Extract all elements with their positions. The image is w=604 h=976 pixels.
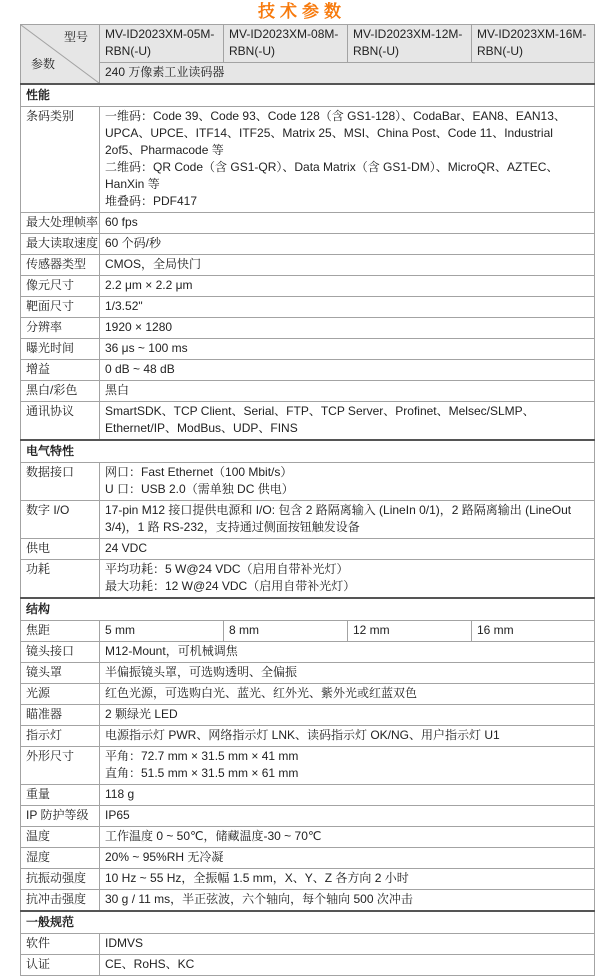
corner-cell [21,25,100,85]
value-line: 最大功耗：12 W@24 VDC（启用自带补光灯） [105,579,356,593]
value-line: 2.2 μm × 2.2 μm [105,278,193,292]
row-value [100,255,595,276]
row-label: 焦距 [21,621,100,642]
row-label: 认证 [21,955,100,976]
row-value [100,705,595,726]
row-label: 外形尺寸 [21,747,100,785]
spec-row [21,318,595,339]
spec-row [21,360,595,381]
spec-row [21,621,595,642]
spec-row [21,339,595,360]
spec-row [21,255,595,276]
section-title: 性能 [21,84,595,107]
corner-label-parameter: 参数 [31,57,56,71]
row-label: 重量 [21,785,100,806]
row-value [100,318,595,339]
row-label: 最大读取速度 [21,234,100,255]
row-value [100,213,595,234]
spec-row [21,934,595,955]
row-label: 数字 I/O [21,501,100,539]
row-value-cell: 12 mm [348,621,472,642]
spec-row [21,501,595,539]
row-value [100,890,595,912]
spec-row [21,705,595,726]
value-line: 17-pin M12 接口提供电源和 I/O: 包含 2 路隔离输入 (LineIn 0/1)，2 路隔离输出 (LineOut 3/4)，1 路 RS-232，支持通过侧面按钮触发设备 [105,503,572,534]
value-line: 24 VDC [105,541,148,555]
row-label: IP 防护等级 [21,806,100,827]
value-line: 黑白 [105,383,130,397]
product-subtitle: 240 万像素工业读码器 [100,63,595,85]
row-value [100,747,595,785]
value-line: 60 fps [105,215,138,229]
spec-row [21,560,595,599]
value-line: 10 Hz ~ 55 Hz，全振幅 1.5 mm，X、Y、Z 各方向 2 小时 [105,871,409,885]
row-value [100,107,595,213]
row-value [100,827,595,848]
spec-row [21,785,595,806]
value-line: U 口：USB 2.0（需单独 DC 供电） [105,482,294,496]
row-label: 光源 [21,684,100,705]
row-value-cell: 5 mm [100,621,224,642]
row-value [100,297,595,318]
spec-row [21,827,595,848]
row-label: 温度 [21,827,100,848]
spec-row [21,276,595,297]
spec-row [21,747,595,785]
value-line: 60 个码/秒 [105,236,162,250]
row-value-cell: 8 mm [224,621,348,642]
spec-row [21,684,595,705]
row-value [100,501,595,539]
spec-row [21,642,595,663]
spec-row [21,234,595,255]
value-line: 平角：72.7 mm × 31.5 mm × 41 mm [105,749,299,763]
value-line: 堆叠码：PDF417 [105,194,198,208]
value-line: CMOS，全局快门 [105,257,202,271]
spec-row [21,297,595,318]
row-label: 条码类别 [21,107,100,213]
value-line: 36 μs ~ 100 ms [105,341,188,355]
row-value [100,360,595,381]
spec-row [21,869,595,890]
spec-row [21,402,595,441]
row-label: 传感器类型 [21,255,100,276]
spec-row [21,848,595,869]
value-line: 1/3.52" [105,299,143,313]
row-label: 黑白/彩色 [21,381,100,402]
spec-row [21,726,595,747]
row-value [100,402,595,441]
value-line: IDMVS [105,936,144,950]
model-name-cell: MV-ID2023XM-05M-RBN(-U) [100,25,224,63]
spec-row [21,539,595,560]
row-label: 曝光时间 [21,339,100,360]
model-name-cell: MV-ID2023XM-16M-RBN(-U) [472,25,595,63]
row-label: 镜头罩 [21,663,100,684]
corner-label-model: 型号 [63,30,88,44]
value-line: 半偏振镜头罩，可选购透明、全偏振 [105,665,298,679]
value-line: 平均功耗：5 W@24 VDC（启用自带补光灯） [105,562,349,576]
value-line: 二维码：QR Code（含 GS1-QR）、Data Matrix（含 GS1-DM）、MicroQR、AZTEC、HanXin 等 [105,160,559,191]
row-value [100,663,595,684]
spec-row [21,806,595,827]
value-line: 工作温度 0 ~ 50℃，储藏温度-30 ~ 70℃ [105,829,322,843]
value-line: M12-Mount，可机械调焦 [105,644,238,658]
header-row-subtitle [21,63,595,85]
value-line: 20% ~ 95%RH 无冷凝 [105,850,224,864]
row-label: 分辨率 [21,318,100,339]
row-value [100,539,595,560]
spec-row [21,107,595,213]
value-line: 电源指示灯 PWR、网络指示灯 LNK、读码指示灯 OK/NG、用户指示灯 U1 [105,728,500,742]
value-line: 118 g [105,787,135,801]
row-label: 湿度 [21,848,100,869]
header-row-models [21,25,595,63]
value-line: 一维码：Code 39、Code 93、Code 128（含 GS1-128）、CodaBar、EAN8、EAN13、UPCA、UPCE、ITF14、ITF25、Matrix 25、MSI、China Post、Code 11、Industrial 2of5、Pharmacode 等 [105,109,566,157]
row-label: 镜头接口 [21,642,100,663]
row-label: 通讯协议 [21,402,100,441]
row-value [100,806,595,827]
row-label: 靶面尺寸 [21,297,100,318]
row-value [100,463,595,501]
value-line: SmartSDK、TCP Client、Serial、FTP、TCP Server、Profinet、Melsec/SLMP、Ethernet/IP、ModBus、UDP、FINS [105,404,535,435]
value-line: 2 颗绿光 LED [105,707,178,721]
section-header-row [21,598,595,621]
row-value [100,381,595,402]
section-header-row [21,84,595,107]
section-title: 一般规范 [21,911,595,934]
row-label: 像元尺寸 [21,276,100,297]
row-value [100,726,595,747]
spec-row [21,381,595,402]
row-label: 最大处理帧率 [21,213,100,234]
row-value [100,560,595,599]
spec-table-body [21,25,595,976]
value-line: 0 dB ~ 48 dB [105,362,175,376]
row-value [100,869,595,890]
section-title: 电气特性 [21,440,595,463]
section-header-row [21,440,595,463]
row-label: 抗振动强度 [21,869,100,890]
section-header-row [21,911,595,934]
row-value [100,234,595,255]
row-value [100,684,595,705]
spec-table [20,24,595,976]
value-line: 直角：51.5 mm × 31.5 mm × 61 mm [105,766,299,780]
value-line: 网口：Fast Ethernet（100 Mbit/s） [105,465,293,479]
spec-row [21,890,595,912]
row-label: 数据接口 [21,463,100,501]
row-label: 瞄准器 [21,705,100,726]
spec-row [21,955,595,976]
row-value [100,934,595,955]
row-value [100,848,595,869]
row-value [100,276,595,297]
row-value [100,955,595,976]
row-label: 抗冲击强度 [21,890,100,912]
model-name-cell: MV-ID2023XM-12M-RBN(-U) [348,25,472,63]
spec-row [21,463,595,501]
spec-row [21,663,595,684]
value-line: 1920 × 1280 [105,320,173,334]
value-line: IP65 [105,808,130,822]
row-label: 功耗 [21,560,100,599]
row-label: 供电 [21,539,100,560]
value-line: 红色光源，可选购白光、蓝光、红外光、紫外光或红蓝双色 [105,686,418,700]
page-title: 技术参数 [258,2,346,21]
model-name-cell: MV-ID2023XM-08M-RBN(-U) [224,25,348,63]
row-value [100,642,595,663]
section-title: 结构 [21,598,595,621]
row-value [100,785,595,806]
row-label: 增益 [21,360,100,381]
row-label: 指示灯 [21,726,100,747]
spec-row [21,213,595,234]
row-label: 软件 [21,934,100,955]
value-line: CE、RoHS、KC [105,957,195,971]
row-value-cell: 16 mm [472,621,595,642]
row-value [100,339,595,360]
value-line: 30 g / 11 ms，半正弦波，六个轴向，每个轴向 500 次冲击 [105,892,413,906]
